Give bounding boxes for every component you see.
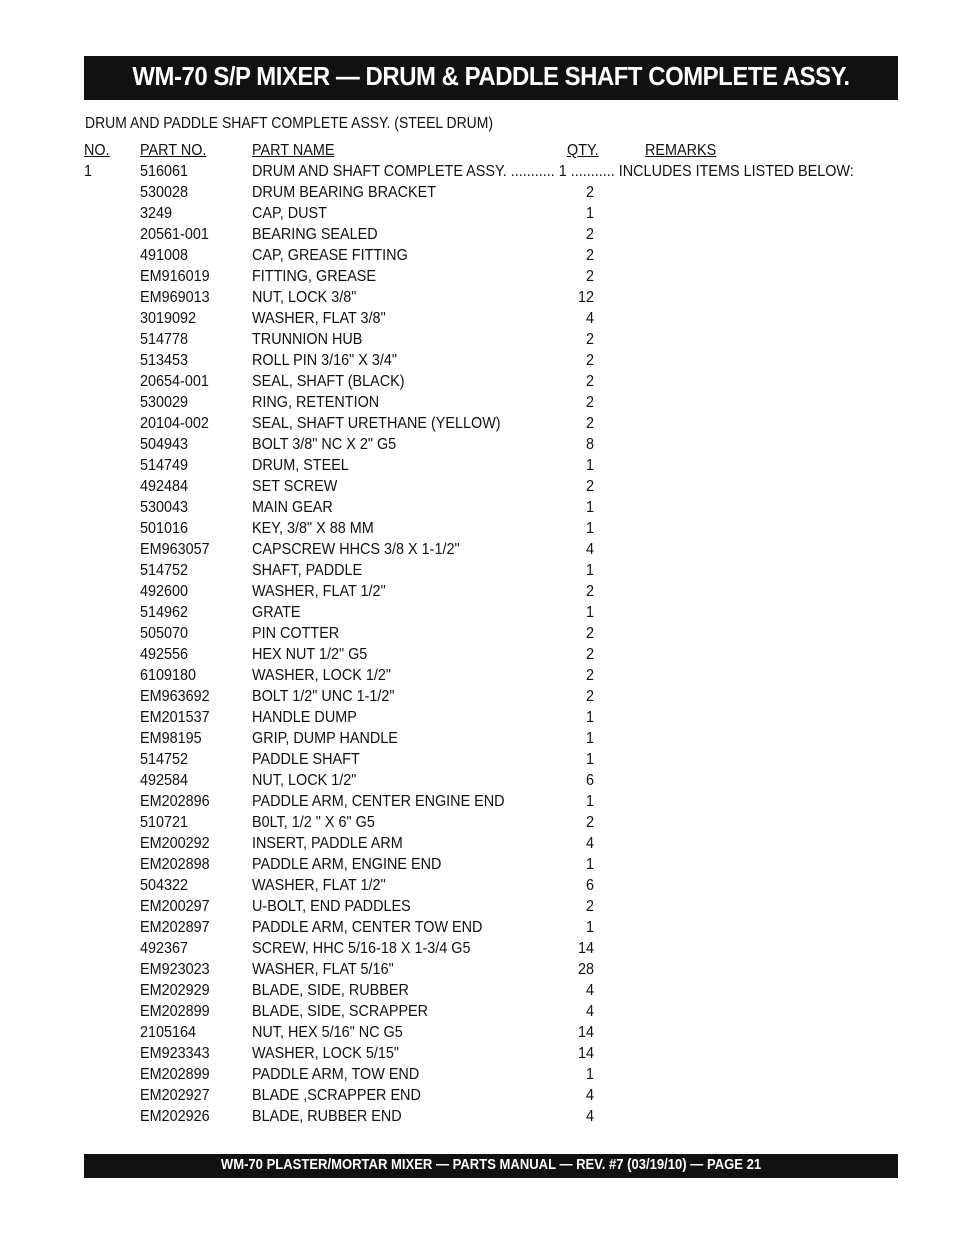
table-header-row <box>84 142 904 163</box>
quantity: 2 <box>585 583 594 600</box>
part-number: EM98195 <box>140 730 202 747</box>
part-name: TRUNNION HUB <box>252 331 363 348</box>
quantity: 2 <box>585 646 594 663</box>
section-subtitle: DRUM AND PADDLE SHAFT COMPLETE ASSY. (STEEL DRUM) <box>85 115 493 132</box>
quantity: 1 <box>585 562 594 579</box>
quantity: 1 <box>585 856 594 873</box>
part-number: EM969013 <box>140 289 210 306</box>
item-number: 1 <box>84 163 93 180</box>
quantity: 2 <box>585 352 594 369</box>
quantity: 4 <box>585 1087 594 1104</box>
part-number: EM200292 <box>140 835 210 852</box>
table-row <box>84 667 904 688</box>
part-name: BLADE, SIDE, RUBBER <box>252 982 409 999</box>
page-footer: WM-70 PLASTER/MORTAR MIXER — PARTS MANUAL — REV. #7 (03/19/10) — PAGE 21 <box>220 1157 762 1173</box>
part-name: SEAL, SHAFT URETHANE (YELLOW) <box>252 415 501 432</box>
quantity: 14 <box>577 1024 594 1041</box>
part-number: 516061 <box>140 163 189 180</box>
part-name: MAIN GEAR <box>252 499 333 516</box>
table-row <box>84 940 904 961</box>
part-number: 514752 <box>140 562 189 579</box>
part-name: HEX NUT 1/2" G5 <box>252 646 368 663</box>
table-row <box>84 499 904 520</box>
part-number: EM963057 <box>140 541 210 558</box>
column-header-qty: QTY. <box>567 142 599 159</box>
part-number: EM923343 <box>140 1045 210 1062</box>
part-number: 514962 <box>140 604 189 621</box>
table-row <box>84 583 904 604</box>
table-row <box>84 625 904 646</box>
part-name: CAP, GREASE FITTING <box>252 247 408 264</box>
quantity: 2 <box>585 268 594 285</box>
part-name: SCREW, HHC 5/16-18 X 1-3/4 G5 <box>252 940 471 957</box>
part-number: 514778 <box>140 331 189 348</box>
part-name: SET SCREW <box>252 478 338 495</box>
part-number: 20654-001 <box>140 373 209 390</box>
part-number: 513453 <box>140 352 189 369</box>
quantity: 4 <box>585 835 594 852</box>
part-number: 530043 <box>140 499 189 516</box>
quantity: 1 <box>585 457 594 474</box>
part-name: PADDLE ARM, ENGINE END <box>252 856 442 873</box>
part-name: ROLL PIN 3/16" X 3/4" <box>252 352 397 369</box>
part-number: 504943 <box>140 436 189 453</box>
page-title: WM-70 S/P MIXER — DRUM & PADDLE SHAFT COMPLETE ASSY. <box>132 61 850 91</box>
quantity: 28 <box>577 961 594 978</box>
part-name: BOLT 3/8" NC X 2" G5 <box>252 436 397 453</box>
quantity: 4 <box>585 310 594 327</box>
part-number: 504322 <box>140 877 189 894</box>
column-header-part-name: PART NAME <box>252 142 335 159</box>
part-name: INSERT, PADDLE ARM <box>252 835 403 852</box>
part-number: 3249 <box>140 205 173 222</box>
part-name: BOLT 1/2" UNC 1-1/2" <box>252 688 395 705</box>
part-name: WASHER, LOCK 5/15" <box>252 1045 400 1062</box>
table-row <box>84 373 904 394</box>
column-header-no: NO. <box>84 142 110 159</box>
quantity: 2 <box>585 247 594 264</box>
part-number: EM200297 <box>140 898 210 915</box>
quantity: 1 <box>585 604 594 621</box>
table-row <box>84 415 904 436</box>
part-name: PADDLE ARM, CENTER ENGINE END <box>252 793 505 810</box>
quantity: 2 <box>585 478 594 495</box>
part-name: SHAFT, PADDLE <box>252 562 363 579</box>
column-header-remarks: REMARKS <box>645 142 717 159</box>
table-row-assembly <box>84 163 904 184</box>
table-row <box>84 1087 904 1108</box>
table-row <box>84 457 904 478</box>
quantity: 4 <box>585 1003 594 1020</box>
part-name: NUT, LOCK 1/2" <box>252 772 357 789</box>
table-row <box>84 289 904 310</box>
part-name: WASHER, FLAT 1/2" <box>252 583 386 600</box>
quantity: 1 <box>585 793 594 810</box>
part-number: EM202929 <box>140 982 210 999</box>
assembly-line: DRUM AND SHAFT COMPLETE ASSY. ........... 1 ........... INCLUDES ITEMS LISTED BELOW: <box>252 163 854 180</box>
quantity: 1 <box>585 499 594 516</box>
table-row <box>84 751 904 772</box>
table-row <box>84 961 904 982</box>
quantity: 14 <box>577 1045 594 1062</box>
quantity: 2 <box>585 688 594 705</box>
table-row <box>84 982 904 1003</box>
part-name: KEY, 3/8" X 88 MM <box>252 520 374 537</box>
quantity: 2 <box>585 184 594 201</box>
quantity: 4 <box>585 982 594 999</box>
table-row <box>84 877 904 898</box>
part-number: 492484 <box>140 478 189 495</box>
part-number: 510721 <box>140 814 189 831</box>
table-row <box>84 1108 904 1129</box>
table-row <box>84 898 904 919</box>
part-number: 491008 <box>140 247 189 264</box>
quantity: 1 <box>585 520 594 537</box>
part-name: WASHER, FLAT 1/2" <box>252 877 386 894</box>
part-name: RING, RETENTION <box>252 394 380 411</box>
table-row <box>84 1024 904 1045</box>
table-row <box>84 268 904 289</box>
part-number: 492584 <box>140 772 189 789</box>
part-name: BLADE ,SCRAPPER END <box>252 1087 421 1104</box>
table-row <box>84 919 904 940</box>
quantity: 8 <box>585 436 594 453</box>
part-name: PADDLE ARM, TOW END <box>252 1066 420 1083</box>
part-number: 20561-001 <box>140 226 209 243</box>
part-name: WASHER, FLAT 3/8" <box>252 310 386 327</box>
table-row <box>84 352 904 373</box>
part-name: SEAL, SHAFT (BLACK) <box>252 373 405 390</box>
table-row <box>84 646 904 667</box>
table-row <box>84 688 904 709</box>
part-number: EM202897 <box>140 919 210 936</box>
part-number: EM202926 <box>140 1108 210 1125</box>
quantity: 2 <box>585 814 594 831</box>
part-number: 514749 <box>140 457 189 474</box>
table-row <box>84 793 904 814</box>
part-number: 492367 <box>140 940 189 957</box>
table-row <box>84 1003 904 1024</box>
table-row <box>84 541 904 562</box>
part-name: U-BOLT, END PADDLES <box>252 898 411 915</box>
table-row <box>84 394 904 415</box>
table-row <box>84 436 904 457</box>
quantity: 2 <box>585 667 594 684</box>
part-number: EM202927 <box>140 1087 210 1104</box>
table-row <box>84 1066 904 1087</box>
part-number: EM202896 <box>140 793 210 810</box>
part-number: 530028 <box>140 184 189 201</box>
part-name: GRATE <box>252 604 301 621</box>
part-name: HANDLE DUMP <box>252 709 357 726</box>
part-name: BEARING SEALED <box>252 226 378 243</box>
quantity: 4 <box>585 1108 594 1125</box>
part-number: 20104-002 <box>140 415 209 432</box>
parts-table <box>84 142 904 1129</box>
table-row <box>84 772 904 793</box>
table-row <box>84 1045 904 1066</box>
part-number: 2105164 <box>140 1024 197 1041</box>
table-row <box>84 331 904 352</box>
quantity: 1 <box>585 1066 594 1083</box>
table-row <box>84 709 904 730</box>
table-row <box>84 730 904 751</box>
part-name: B0LT, 1/2 " X 6" G5 <box>252 814 375 831</box>
quantity: 1 <box>585 205 594 222</box>
part-name: DRUM BEARING BRACKET <box>252 184 437 201</box>
part-name: PADDLE ARM, CENTER TOW END <box>252 919 483 936</box>
footer-bar <box>84 1154 898 1178</box>
quantity: 4 <box>585 541 594 558</box>
parts-rows <box>84 184 904 1129</box>
part-name: DRUM, STEEL <box>252 457 349 474</box>
part-number: EM202899 <box>140 1003 210 1020</box>
part-number: 492556 <box>140 646 189 663</box>
part-name: BLADE, RUBBER END <box>252 1108 402 1125</box>
part-number: 492600 <box>140 583 189 600</box>
part-name: PADDLE SHAFT <box>252 751 360 768</box>
column-header-part-no: PART NO. <box>140 142 207 159</box>
table-row <box>84 226 904 247</box>
part-number: EM202898 <box>140 856 210 873</box>
part-number: 514752 <box>140 751 189 768</box>
table-row <box>84 205 904 226</box>
quantity: 2 <box>585 625 594 642</box>
table-row <box>84 562 904 583</box>
quantity: 14 <box>577 940 594 957</box>
quantity: 6 <box>585 772 594 789</box>
part-name: NUT, LOCK 3/8" <box>252 289 357 306</box>
table-row <box>84 856 904 877</box>
table-row <box>84 814 904 835</box>
part-number: EM916019 <box>140 268 210 285</box>
quantity: 2 <box>585 394 594 411</box>
part-number: 6109180 <box>140 667 197 684</box>
part-name: CAPSCREW HHCS 3/8 X 1-1/2" <box>252 541 460 558</box>
table-row <box>84 835 904 856</box>
table-row <box>84 478 904 499</box>
part-number: EM923023 <box>140 961 210 978</box>
part-number: 501016 <box>140 520 189 537</box>
part-name: BLADE, SIDE, SCRAPPER <box>252 1003 429 1020</box>
part-number: 505070 <box>140 625 189 642</box>
part-number: 3019092 <box>140 310 197 327</box>
quantity: 12 <box>577 289 594 306</box>
quantity: 1 <box>585 730 594 747</box>
part-name: PIN COTTER <box>252 625 340 642</box>
part-number: EM963692 <box>140 688 210 705</box>
part-number: 530029 <box>140 394 189 411</box>
part-name: GRIP, DUMP HANDLE <box>252 730 398 747</box>
quantity: 6 <box>585 877 594 894</box>
table-row <box>84 247 904 268</box>
quantity: 1 <box>585 751 594 768</box>
quantity: 2 <box>585 898 594 915</box>
table-row <box>84 520 904 541</box>
table-row <box>84 604 904 625</box>
part-name: FITTING, GREASE <box>252 268 377 285</box>
quantity: 2 <box>585 373 594 390</box>
part-number: EM201537 <box>140 709 210 726</box>
part-name: WASHER, LOCK 1/2" <box>252 667 392 684</box>
quantity: 2 <box>585 415 594 432</box>
part-number: EM202899 <box>140 1066 210 1083</box>
quantity: 2 <box>585 226 594 243</box>
quantity: 2 <box>585 331 594 348</box>
part-name: CAP, DUST <box>252 205 327 222</box>
quantity: 1 <box>585 919 594 936</box>
title-bar <box>84 56 898 100</box>
table-row <box>84 310 904 331</box>
table-row <box>84 184 904 205</box>
part-name: WASHER, FLAT 5/16" <box>252 961 394 978</box>
part-name: NUT, HEX 5/16" NC G5 <box>252 1024 403 1041</box>
quantity: 1 <box>585 709 594 726</box>
